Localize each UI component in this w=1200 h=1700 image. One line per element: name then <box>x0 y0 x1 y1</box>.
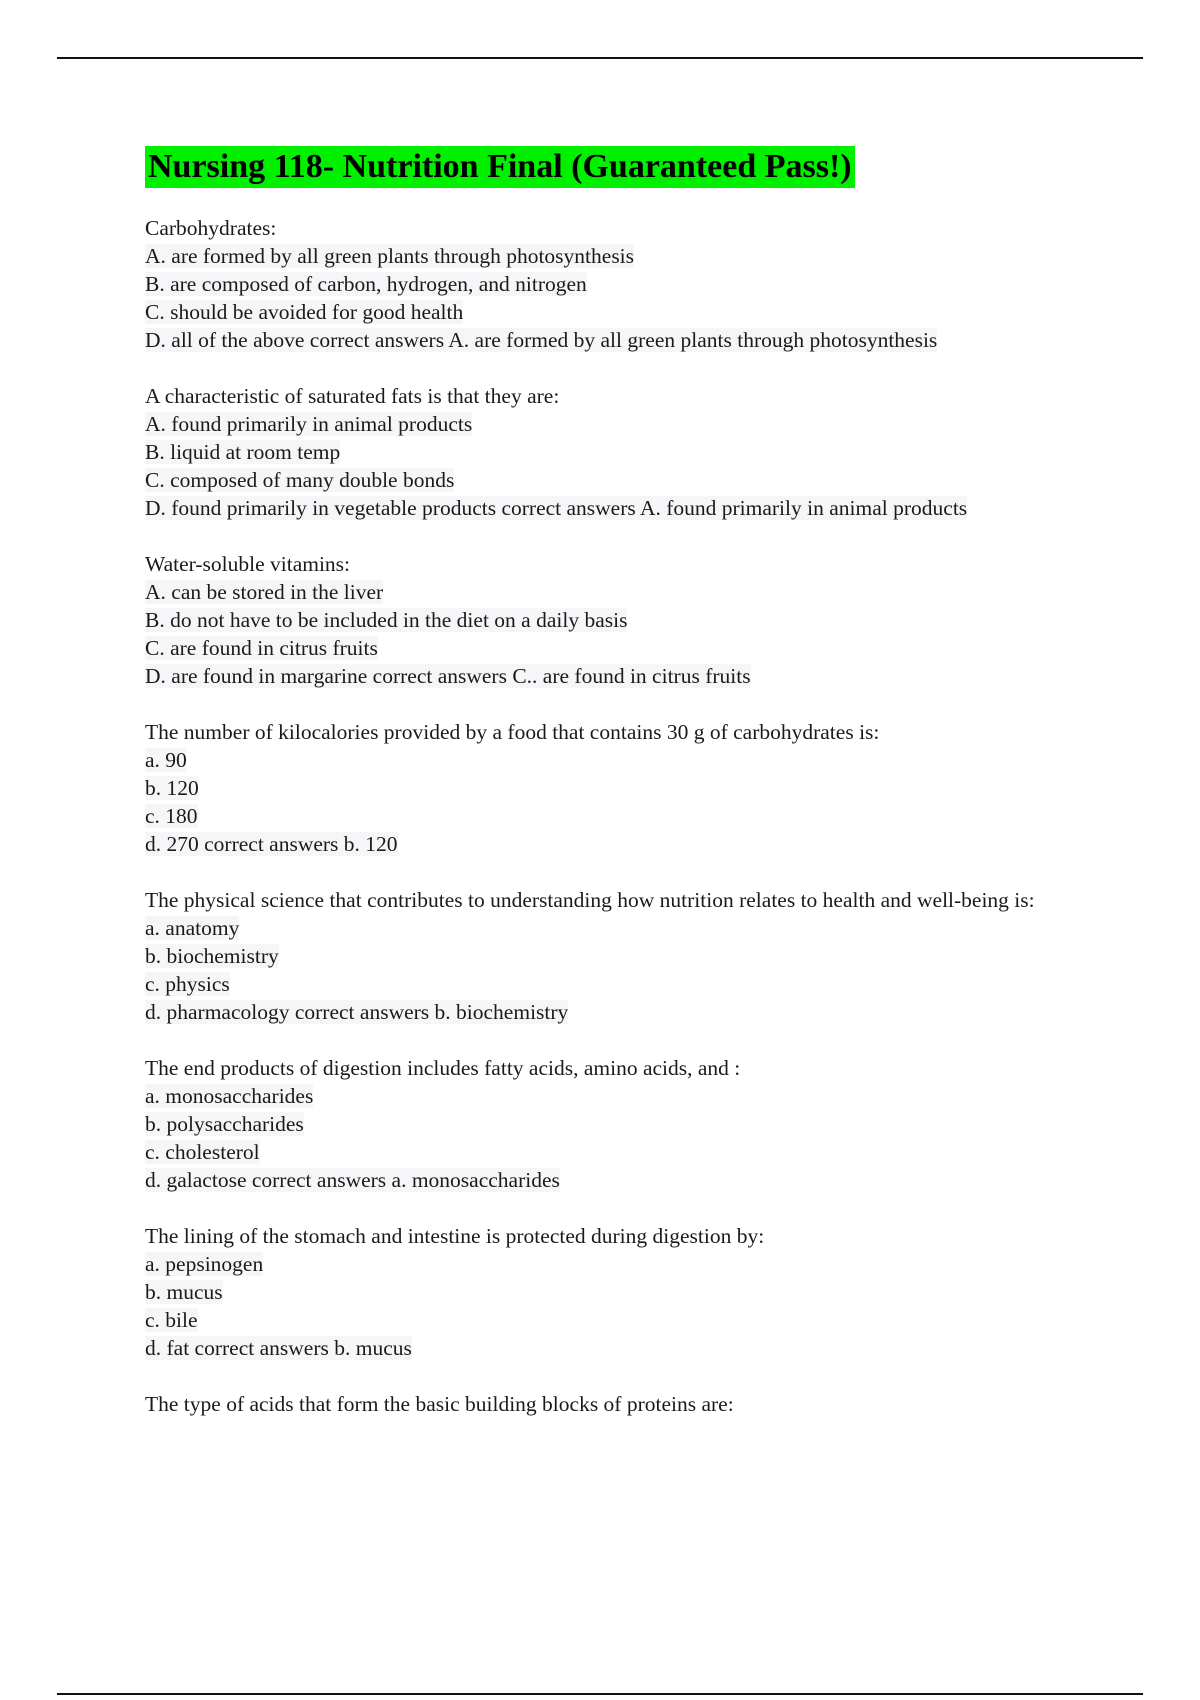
question-prompt: The end products of digestion includes fatty acids, amino acids, and : <box>145 1056 741 1080</box>
answer-option: C. should be avoided for good health <box>145 300 464 324</box>
question-block <box>145 1390 1085 1418</box>
question-block <box>145 718 1085 858</box>
answer-option: b. mucus <box>145 1280 223 1304</box>
answer-option: C. composed of many double bonds <box>145 468 455 492</box>
answer-option: a. pepsinogen <box>145 1252 264 1276</box>
answer-option: b. biochemistry <box>145 944 279 968</box>
answer-option: A. found primarily in animal products <box>145 412 473 436</box>
answer-option: B. are composed of carbon, hydrogen, and nitrogen <box>145 272 587 296</box>
answer-option-with-answer: d. pharmacology correct answers b. biochemistry <box>145 1000 569 1024</box>
answer-option: A. can be stored in the liver <box>145 580 384 604</box>
document-body <box>145 146 1085 1446</box>
answer-option: c. 180 <box>145 804 198 828</box>
question-prompt: The number of kilocalories provided by a food that contains 30 g of carbohydrates is: <box>145 720 880 744</box>
answer-option: C. are found in citrus fruits <box>145 636 378 660</box>
top-rule <box>57 57 1143 59</box>
answer-option: A. are formed by all green plants through photosynthesis <box>145 244 635 268</box>
answer-option: b. 120 <box>145 776 199 800</box>
question-block <box>145 550 1085 690</box>
bottom-rule <box>57 1693 1143 1695</box>
answer-option: B. liquid at room temp <box>145 440 341 464</box>
question-block <box>145 382 1085 522</box>
answer-option: b. polysaccharides <box>145 1112 304 1136</box>
answer-option: a. anatomy <box>145 916 240 940</box>
question-prompt: The lining of the stomach and intestine is protected during digestion by: <box>145 1224 765 1248</box>
answer-option-with-answer: D. are found in margarine correct answers C.. are found in citrus fruits <box>145 664 751 688</box>
answer-option: c. physics <box>145 972 230 996</box>
answer-option: c. cholesterol <box>145 1140 260 1164</box>
question-block <box>145 214 1085 354</box>
question-prompt: The type of acids that form the basic building blocks of proteins are: <box>145 1392 734 1416</box>
answer-option-with-answer: d. galactose correct answers a. monosaccharides <box>145 1168 560 1192</box>
answer-option: B. do not have to be included in the diet on a daily basis <box>145 608 628 632</box>
answer-option: c. bile <box>145 1308 198 1332</box>
question-block <box>145 1222 1085 1362</box>
answer-option: a. monosaccharides <box>145 1084 314 1108</box>
answer-option-with-answer: D. found primarily in vegetable products correct answers A. found primarily in animal products <box>145 496 968 520</box>
question-block <box>145 1054 1085 1194</box>
answer-option-with-answer: d. fat correct answers b. mucus <box>145 1336 412 1360</box>
question-prompt: Carbohydrates: <box>145 216 277 240</box>
question-prompt: The physical science that contributes to understanding how nutrition relates to health and well-being is: <box>145 888 1035 912</box>
document-title: Nursing 118- Nutrition Final (Guaranteed Pass!) <box>145 146 855 188</box>
question-prompt: Water-soluble vitamins: <box>145 552 351 576</box>
question-block <box>145 886 1085 1026</box>
answer-option-with-answer: d. 270 correct answers b. 120 <box>145 832 398 856</box>
answer-option-with-answer: D. all of the above correct answers A. are formed by all green plants through photosynthesis <box>145 328 938 352</box>
answer-option: a. 90 <box>145 748 187 772</box>
question-prompt: A characteristic of saturated fats is that they are: <box>145 384 560 408</box>
